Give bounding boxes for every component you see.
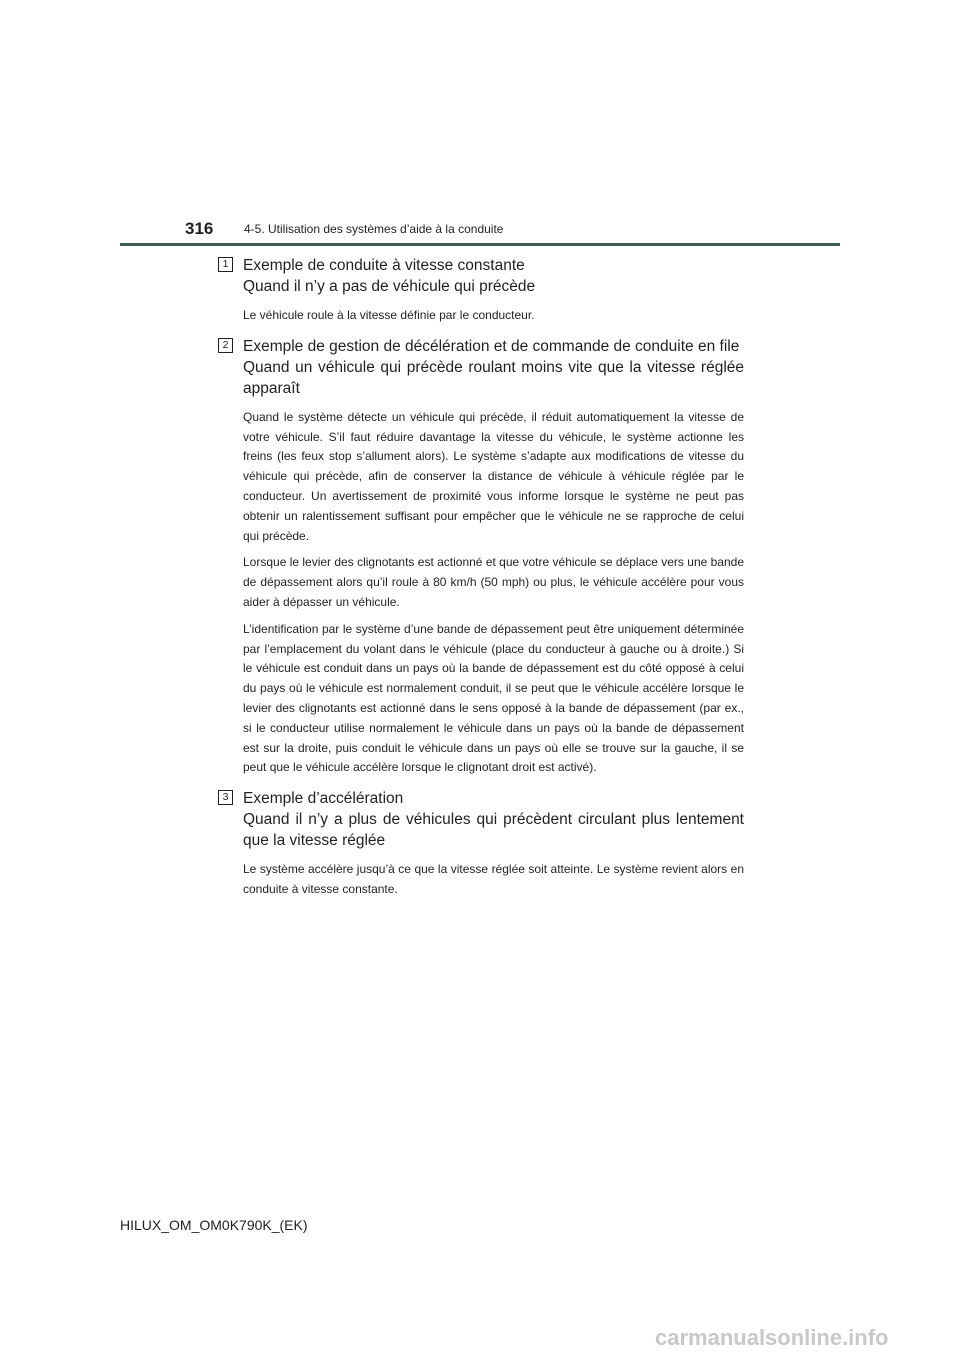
item-title: Exemple de conduite à vitesse constante <box>243 257 525 274</box>
header-rule <box>120 243 840 246</box>
content <box>218 255 744 910</box>
item-subtitle: Quand un véhicule qui précède roulant moins vite que la vitesse réglée apparaît <box>243 358 744 397</box>
body-paragraph: Le véhicule roule à la vitesse définie par le conducteur. <box>243 308 535 322</box>
item-title: Exemple d’accélération <box>243 790 404 808</box>
section-title: 4-5. Utilisation des systèmes d’aide à la conduite <box>244 222 504 236</box>
watermark: carmanualsonline.info <box>655 1325 889 1350</box>
item-number-badge: 2 <box>218 338 233 353</box>
item-3 <box>218 788 744 900</box>
item-1 <box>218 255 744 326</box>
body-paragraph: Le système accélère jusqu’à ce que la vitesse réglée soit atteinte. Le système revient alors en conduite à vitesse constante. <box>243 862 744 896</box>
item-body <box>218 860 744 900</box>
item-subtitle: Quand il n’y a plus de véhicules qui précèdent circulant plus lentement que la vitesse réglée <box>243 811 744 850</box>
item-2 <box>218 336 744 778</box>
manual-code: HILUX_OM_OM0K790K_(EK) <box>120 1217 308 1233</box>
body-paragraph: Lorsque le levier des clignotants est actionné et que votre véhicule se déplace vers une bande de dépassement alors qu’il roule à 80 km/h (50 mph) ou plus, le véhicule accélère pour vous aider à dépasser un véhicule. <box>243 555 744 609</box>
item-number-badge: 3 <box>218 790 233 805</box>
item-heading <box>218 336 744 399</box>
body-paragraph: L’identification par le système d’une bande de dépassement peut être uniquement déterminée par l’emplacement du volant dans le véhicule (place du conducteur à gauche ou à droite.) Si le véhicule est conduit dans un pays où la bande de dépassement est du côté opposé à celui du pays où le véhicule est normalement conduit, il se peut que le véhicule accélère lorsque le levier des clignotants est actionné dans le sens opposé à la bande de dépassement (par ex., si le conducteur utilise normalement le véhicule dans un pays où la bande de dépassement est sur la droite, puis conduit le véhicule dans un pays où elle se trouve sur la gauche, il se peut que le véhicule accélère lorsque le clignotant droit est activé). <box>243 621 744 775</box>
item-subtitle: Quand il n’y a pas de véhicule qui précède <box>243 278 536 295</box>
page-number: 316 <box>185 219 214 238</box>
item-body <box>218 306 744 326</box>
item-heading <box>218 255 744 297</box>
item-heading <box>218 788 744 851</box>
item-body <box>218 408 744 778</box>
item-number-badge: 1 <box>218 257 233 272</box>
item-title: Exemple de gestion de décélération et de commande de conduite en file <box>243 337 740 355</box>
body-paragraph: Quand le système détecte un véhicule qui précède, il réduit automatiquement la vitesse de votre véhicule. S’il faut réduire davantage la vitesse du véhicule, le système actionne les freins (les feux stop s’allument alors). Le système s’adapte aux modifications de vitesse du véhicule qui précède, afin de conserver la distance de véhicule à véhicule réglée par le conducteur. Un avertissement de proximité vous informe lorsque le système ne peut pas obtenir un ralentissement suffisant pour empêcher que le véhicule ne se rapproche de celui qui précède. <box>243 409 744 543</box>
